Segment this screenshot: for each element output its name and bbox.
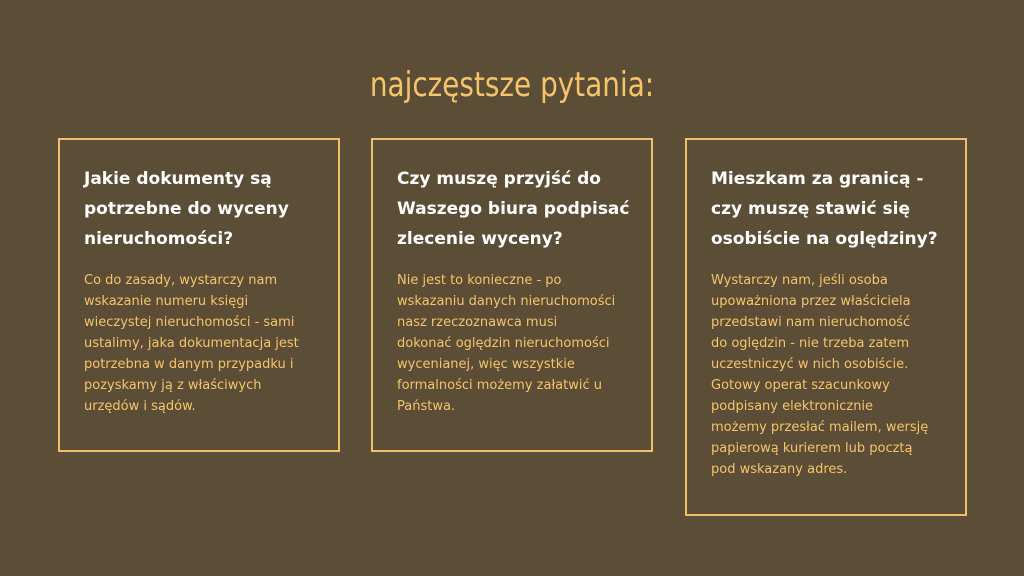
answer-line: pod wskazany adres. <box>711 462 848 477</box>
question-line: Czy muszę przyjść do <box>397 169 601 189</box>
answer-line: wycenianej, więc wszystkie <box>397 357 575 372</box>
question-line: Jakie dokumenty są <box>84 169 272 189</box>
faq-answer <box>711 270 943 480</box>
faq-card-documents <box>58 138 340 452</box>
faq-card-abroad <box>685 138 967 516</box>
question-line: czy muszę stawić się <box>711 199 910 219</box>
answer-line: Nie jest to konieczne - po <box>397 273 562 288</box>
answer-line: wieczystej nieruchomości - sami <box>84 315 295 330</box>
faq-question <box>397 164 629 254</box>
answer-line: wskazaniu danych nieruchomości <box>397 294 616 309</box>
answer-line: nasz rzeczoznawca musi <box>397 315 558 330</box>
answer-line: przedstawi nam nieruchomość <box>711 315 911 330</box>
faq-question <box>84 164 316 254</box>
answer-line: upoważniona przez właściciela <box>711 294 911 309</box>
answer-line: możemy przesłać mailem, wersję <box>711 420 929 435</box>
answer-line: wskazanie numeru księgi <box>84 294 249 309</box>
question-line: nieruchomości? <box>84 229 234 249</box>
faq-card-office-visit <box>371 138 653 452</box>
question-line: potrzebne do wyceny <box>84 199 289 219</box>
answer-line: potrzebna w danym przypadku i <box>84 357 294 372</box>
question-line: osobiście na oględziny? <box>711 229 938 249</box>
answer-line: formalności możemy załatwić u <box>397 378 602 393</box>
faq-answer <box>84 270 316 417</box>
question-line: Mieszkam za granicą - <box>711 169 924 189</box>
answer-line: ustalimy, jaka dokumentacja jest <box>84 336 299 351</box>
question-line: zlecenie wyceny? <box>397 229 563 249</box>
answer-line: papierową kurierem lub pocztą <box>711 441 913 456</box>
answer-line: do oględzin - nie trzeba zatem <box>711 336 910 351</box>
answer-line: Co do zasady, wystarczy nam <box>84 273 278 288</box>
page-title: najczęstsze pytania: <box>369 65 655 105</box>
answer-line: podpisany elektronicznie <box>711 399 874 414</box>
answer-line: Gotowy operat szacunkowy <box>711 378 890 393</box>
answer-line: dokonać oględzin nieruchomości <box>397 336 610 351</box>
answer-line: Wystarczy nam, jeśli osoba <box>711 273 888 288</box>
answer-line: Państwa. <box>397 399 456 414</box>
faq-question <box>711 164 943 254</box>
answer-line: uczestniczyć w nich osobiście. <box>711 357 909 372</box>
answer-line: urzędów i sądów. <box>84 399 196 414</box>
question-line: Waszego biura podpisać <box>397 199 630 219</box>
answer-line: pozyskamy ją z właściwych <box>84 378 262 393</box>
faq-answer <box>397 270 629 417</box>
